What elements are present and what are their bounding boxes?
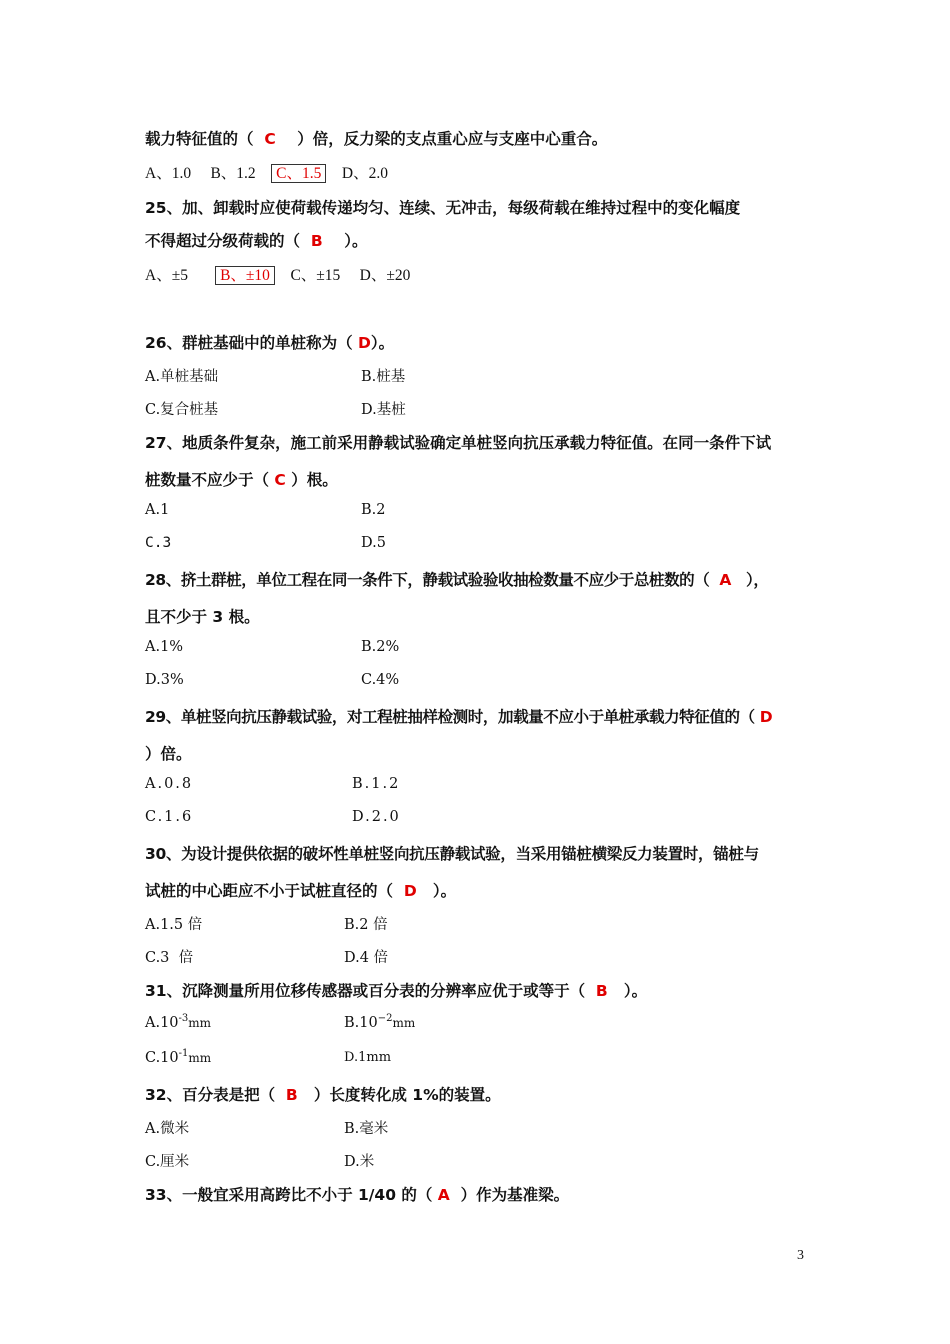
answer-mark: B <box>595 982 608 1000</box>
q28-option-b: B.2% <box>361 639 400 655</box>
unit: mm <box>392 1016 416 1030</box>
answer-mark: C <box>274 471 286 489</box>
q30-option-b: B.2 倍 <box>344 917 388 933</box>
exponent: -1 <box>178 1048 189 1059</box>
option-c-boxed: C、1.5 <box>271 164 326 183</box>
question-30-line1: 30、为设计提供依据的破坏性单桩竖向抗压静载试验，当采用锚桩横梁反力装置时，锚桩与 <box>145 845 759 863</box>
stem-text: 不得超过分级荷载的（ <box>145 232 301 250</box>
page-number: 3 <box>797 1248 804 1263</box>
q28-option-a: A.1% <box>145 639 184 655</box>
question-25-line1: 25、加、卸载时应使荷载传递均匀、连续、无冲击，每级荷载在维持过程中的变化幅度 <box>145 199 741 217</box>
option-text: B.10 <box>344 1015 378 1031</box>
stem-text: 26、群桩基础中的单桩称为（ <box>145 334 353 352</box>
answer-mark: D <box>403 882 417 900</box>
question-28-line2: 且不少于 3 根。 <box>145 608 260 626</box>
unit: mm <box>188 1016 212 1030</box>
answer-mark: C <box>264 130 276 148</box>
stem-text: ）， <box>745 571 769 589</box>
q30-option-a: A.1.5 倍 <box>145 917 203 933</box>
q31-option-d: D.1mm <box>344 1050 392 1065</box>
answer-mark: B <box>285 1086 298 1104</box>
unit: mm <box>188 1051 212 1065</box>
question-28-line1 <box>145 568 768 590</box>
q29-option-d: D.2.0 <box>352 809 401 825</box>
q31-option-b <box>344 1015 415 1031</box>
q28-option-c: C.4% <box>361 672 400 688</box>
question-25-options <box>145 263 410 285</box>
q29-option-b: B.1.2 <box>352 776 401 792</box>
answer-mark: D <box>357 334 371 352</box>
question-27-line1: 27、地质条件复杂，施工前采用静载试验确定单桩竖向抗压承载力特征值。在同一条件下试 <box>145 434 772 452</box>
question-32 <box>145 1083 501 1105</box>
q27-option-b: B.2 <box>361 502 386 518</box>
q32-option-c: C.厘米 <box>145 1154 190 1170</box>
stem-text: ）。 <box>623 982 648 1000</box>
q30-option-d: D.4 倍 <box>344 950 389 966</box>
q26-option-c: C.复合桩基 <box>145 402 219 418</box>
exponent: -3 <box>178 1013 189 1024</box>
option-b: B、1.2 <box>210 165 256 182</box>
stem-text: ）倍，反力梁的支点重心应与支座中心重合。 <box>297 130 608 148</box>
option-text: C.10 <box>145 1050 179 1066</box>
q28-option-d: D.3% <box>145 672 184 688</box>
stem-text: ）根。 <box>291 471 338 489</box>
q26-option-d: D.基桩 <box>361 402 406 418</box>
option-a: A、±5 <box>145 267 188 284</box>
answer-mark: D <box>759 708 773 726</box>
question-30-line2 <box>145 879 456 901</box>
answer-mark: B <box>310 232 323 250</box>
answer-mark: A <box>437 1186 450 1204</box>
q29-option-c: C.1.6 <box>145 809 194 825</box>
stem-text: 试桩的中心距应不小于试桩直径的（ <box>145 882 394 900</box>
stem-text: 33、一般宜采用高跨比不小于 1/40 的（ <box>145 1186 433 1204</box>
option-d: D、±20 <box>359 267 411 284</box>
question-24-stem-end <box>145 127 607 149</box>
q29-option-a: A.0.8 <box>145 776 194 792</box>
answer-mark: A <box>719 571 731 589</box>
option-a: A、1.0 <box>145 165 192 182</box>
exponent: −2 <box>377 1013 393 1024</box>
stem-text: 31、沉降测量所用位移传感器或百分表的分辨率应优于或等于（ <box>145 982 586 1000</box>
stem-text: 28、挤土群桩，单位工程在同一条件下，静载试验验收抽检数量不应少于总桩数的（ <box>145 571 710 589</box>
q32-option-d: D.米 <box>344 1154 375 1170</box>
q32-option-b: B.毫米 <box>344 1121 389 1137</box>
option-b-boxed: B、±10 <box>215 266 275 285</box>
question-24-options <box>145 161 388 183</box>
stem-text: ）。 <box>344 232 368 250</box>
stem-text: ）长度转化成 1%的装置。 <box>313 1086 501 1104</box>
q32-option-a: A.微米 <box>145 1121 190 1137</box>
q26-option-b: B.桩基 <box>361 369 406 385</box>
question-29-line2: ）倍。 <box>145 745 192 763</box>
question-25-line2 <box>145 229 368 251</box>
stem-text: 32、百分表是把（ <box>145 1086 276 1104</box>
q30-option-c: C.3 倍 <box>145 950 194 966</box>
question-26 <box>145 331 394 353</box>
q27-option-a: A.1 <box>145 502 170 518</box>
question-27-line2 <box>145 468 338 490</box>
question-33 <box>145 1183 569 1205</box>
question-31 <box>145 979 647 1001</box>
stem-text: 载力特征值的（ <box>145 130 254 148</box>
option-d: D、2.0 <box>341 165 388 182</box>
q26-option-a: A.单桩基础 <box>145 369 219 385</box>
stem-text: 29、单桩竖向抗压静载试验，对工程桩抽样检测时，加载量不应小于单桩承载力特征值的（ <box>145 708 755 726</box>
q27-option-c: C.3 <box>145 535 172 551</box>
stem-text: 桩数量不应少于（ <box>145 471 270 489</box>
q31-option-c <box>145 1050 211 1066</box>
question-29-line1 <box>145 705 772 727</box>
stem-text: ）。 <box>432 882 457 900</box>
stem-text: ）。 <box>370 334 395 352</box>
stem-text: ）作为基准梁。 <box>460 1186 570 1204</box>
q27-option-d: D.5 <box>361 535 386 551</box>
option-text: A.10 <box>145 1015 179 1031</box>
option-c: C、±15 <box>290 267 341 284</box>
q31-option-a <box>145 1015 211 1031</box>
